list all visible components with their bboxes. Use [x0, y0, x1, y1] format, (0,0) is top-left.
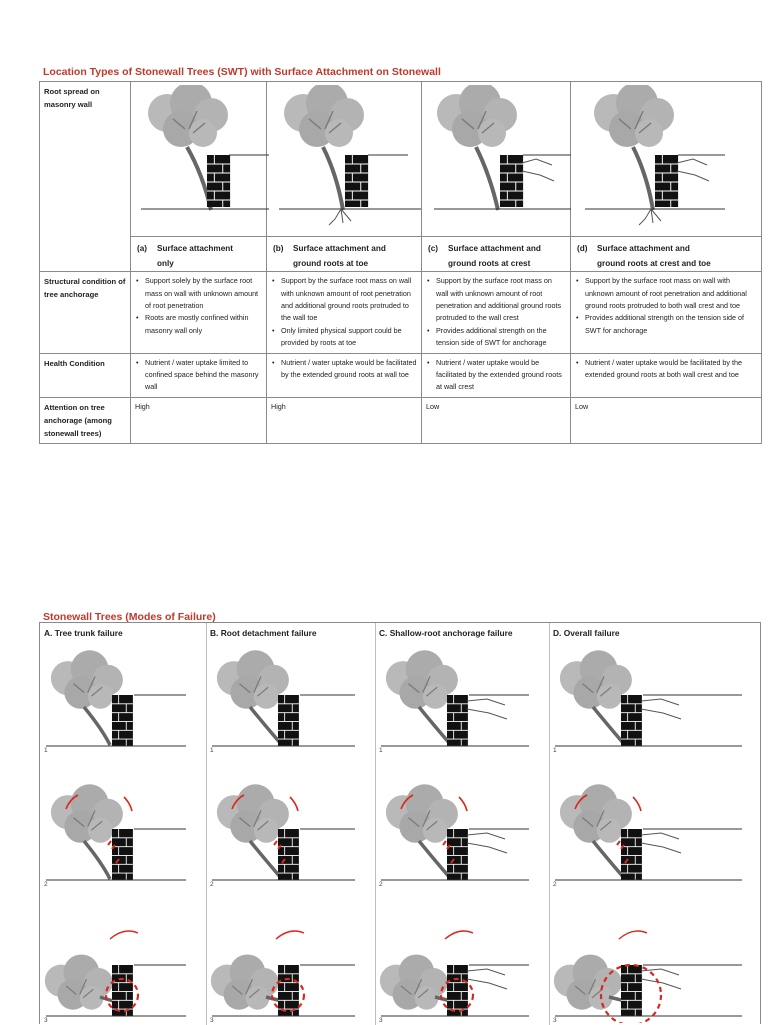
figure-cell-a [131, 82, 267, 237]
step-number: 3 [553, 1017, 557, 1024]
failure-stage-illustration [40, 911, 206, 1023]
caption-line: ground roots at crest and toe [597, 259, 711, 269]
step-number: 2 [379, 881, 383, 888]
failure-stage-illustration [40, 775, 206, 887]
section-title-location-types: Location Types of Stonewall Trees (SWT) with Surface Attachment on Stonewall [43, 66, 441, 78]
failure-mode-overall [549, 623, 762, 1025]
list-item: • Nutrient / water uptake would be facilitated by the extended ground roots at both wall crest and toe [575, 357, 757, 382]
caption-letter: (d) [577, 244, 588, 253]
table-row [40, 397, 762, 443]
caption-cell-c [422, 237, 571, 272]
tree-illustration-c [426, 85, 575, 233]
figure-cell-b [267, 82, 422, 237]
step-number: 3 [44, 1017, 48, 1024]
failure-stage-illustration [549, 911, 762, 1023]
structural-cell-c [422, 272, 571, 353]
caption-line: Surface attachment and [448, 244, 541, 253]
failure-stage-illustration [549, 641, 762, 753]
list-item: • Support by the surface root mass on wall with unknown amount of root penetration and additional ground roots protruded to the wall toe [271, 275, 417, 325]
row-label-root-spread: Root spread on masonry wall [40, 82, 131, 272]
list-item: • Nutrient / water uptake would be facilitated by the extended ground roots at wall crest [426, 357, 566, 394]
step-number: 3 [379, 1017, 383, 1024]
step-number: 2 [44, 881, 48, 888]
failure-mode-shallow-root [375, 623, 549, 1025]
failure-stage-illustration [206, 641, 375, 753]
figure-cell-d [571, 82, 762, 237]
table-row [40, 237, 762, 272]
step-number: 1 [379, 747, 383, 754]
failure-stage-illustration [375, 775, 549, 887]
table-row [40, 82, 762, 237]
structural-cell-b [267, 272, 422, 353]
health-cell-d [571, 353, 762, 397]
list-item: • Nutrient / water uptake would be facilitated by the extended ground roots at wall toe [271, 357, 417, 382]
step-number: 2 [553, 881, 557, 888]
location-types-table [39, 81, 762, 444]
table-row [40, 272, 762, 353]
mode-header: B. Root detachment failure [210, 628, 317, 638]
section-title-modes-of-failure: Stonewall Trees (Modes of Failure) [43, 611, 216, 623]
attention-cell-d: Low [571, 397, 762, 443]
attention-cell-a: High [131, 397, 267, 443]
failure-mode-root-detachment [206, 623, 375, 1025]
failure-stage-illustration [375, 911, 549, 1023]
caption-line: only [157, 259, 174, 269]
list-item: • Support by the surface root mass on wall with unknown amount of root penetration and additional ground roots protruded to both wall crest and toe [575, 275, 757, 312]
tree-illustration-b [271, 85, 426, 233]
mode-header: A. Tree trunk failure [44, 628, 123, 638]
tree-illustration-a [135, 85, 271, 233]
caption-cell-a [131, 237, 267, 272]
caption-cell-d [571, 237, 762, 272]
health-cell-c [422, 353, 571, 397]
caption-letter: (c) [428, 244, 439, 253]
mode-header: D. Overall failure [553, 628, 620, 638]
step-number: 1 [44, 747, 48, 754]
caption-letter: (b) [273, 244, 284, 253]
failure-mode-trunk [40, 623, 206, 1025]
failure-stage-illustration [375, 641, 549, 753]
failure-stage-illustration [206, 775, 375, 887]
step-number: 3 [210, 1017, 214, 1024]
health-cell-b [267, 353, 422, 397]
caption-line: Surface attachment [157, 244, 233, 253]
list-item: • Support by the surface root mass on wall with unknown amount of root penetration and additional ground roots protruded to the wall crest [426, 275, 566, 325]
structural-cell-d [571, 272, 762, 353]
figure-cell-c [422, 82, 571, 237]
row-label-structural: Structural condition of tree anchorage [40, 272, 131, 353]
step-number: 1 [553, 747, 557, 754]
list-item: • Provides additional strength on the tension side of SWT for anchorage [575, 312, 757, 337]
list-item: • Nutrient / water uptake limited to confined space behind the masonry wall [135, 357, 262, 394]
caption-letter: (a) [137, 244, 148, 253]
failure-stage-illustration [549, 775, 762, 887]
failure-stage-illustration [206, 911, 375, 1023]
caption-line: Surface attachment and [293, 244, 386, 253]
caption-cell-b [267, 237, 422, 272]
list-item: • Support solely by the surface root mass on wall with unknown amount of root penetration [135, 275, 262, 312]
step-number: 2 [210, 881, 214, 888]
list-item: • Provides additional strength on the tension side of SWT for anchorage [426, 325, 566, 350]
mode-header: C. Shallow-root anchorage failure [379, 628, 513, 638]
caption-line: ground roots at toe [293, 259, 369, 269]
caption-line: Surface attachment and [597, 244, 690, 253]
modes-of-failure-panel [39, 622, 761, 1024]
table-row [40, 353, 762, 397]
list-item: • Roots are mostly confined within masonry wall only [135, 312, 262, 337]
caption-line: ground roots at crest [448, 259, 531, 269]
attention-cell-c: Low [422, 397, 571, 443]
tree-illustration-d [575, 85, 766, 233]
failure-stage-illustration [40, 641, 206, 753]
structural-cell-a [131, 272, 267, 353]
list-item: • Only limited physical support could be provided by roots at toe [271, 325, 417, 350]
row-label-health: Health Condition [40, 353, 131, 397]
row-label-attention: Attention on tree anchorage (among stonewall trees) [40, 397, 131, 443]
health-cell-a [131, 353, 267, 397]
attention-cell-b: High [267, 397, 422, 443]
step-number: 1 [210, 747, 214, 754]
